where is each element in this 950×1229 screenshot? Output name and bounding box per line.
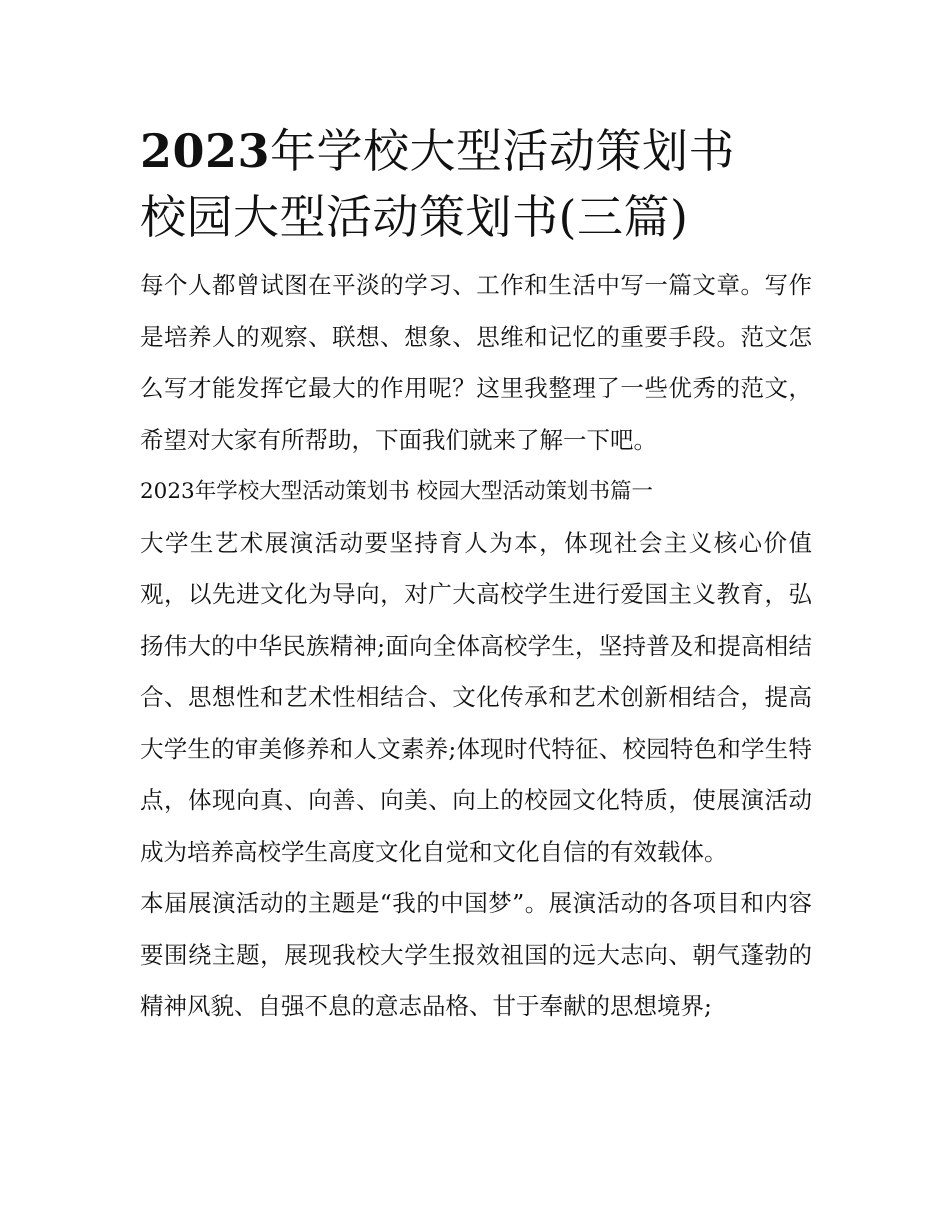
document-body (140, 260, 812, 1033)
body-paragraph-2: 本届展演活动的主题是“我的中国梦”。展演活动的各项目和内容要围绕主题，展现我校大学生报效祖国的远大志向、朝气蓬勃的精神风貌、自强不息的意志品格、甘于奉献的思想境界; (140, 889, 812, 1020)
title-line-1-text: 年学校大型活动策划书 (270, 124, 736, 178)
intro-paragraph: 每个人都曾试图在平淡的学习、工作和生活中写一篇文章。写作是培养人的观察、联想、想象、思维和记忆的重要手段。范文怎么写才能发挥它最大的作用呢？这里我整理了一些优秀的范文，希望对大家有所帮助，下面我们就来了解一下吧。 (140, 271, 812, 454)
document-title-line-1 (140, 118, 812, 184)
document-title-line-2: 校园大型活动策划书(三篇) (140, 190, 689, 244)
body-paragraph-1: 大学生艺术展演活动要坚持育人为本，体现社会主义核心价值观，以先进文化为导向，对广大高校学生进行爱国主义教育，弘扬伟大的中华民族精神;面向全体高校学生，坚持普及和提高相结合、思想性和艺术性相结合、文化传承和艺术创新相结合，提高大学生的审美修养和人文素养;体现时代特征、校园特色和学生特点，体现向真、向善、向美、向上的校园文化特质，使展演活动成为培养高校学生高度文化自觉和文化自信的有效载体。 (140, 528, 812, 866)
section-heading: 2023年学校大型活动策划书 校园大型活动策划书篇一 (140, 479, 654, 504)
document-page (140, 118, 812, 1033)
title-year: 2023 (140, 124, 271, 178)
